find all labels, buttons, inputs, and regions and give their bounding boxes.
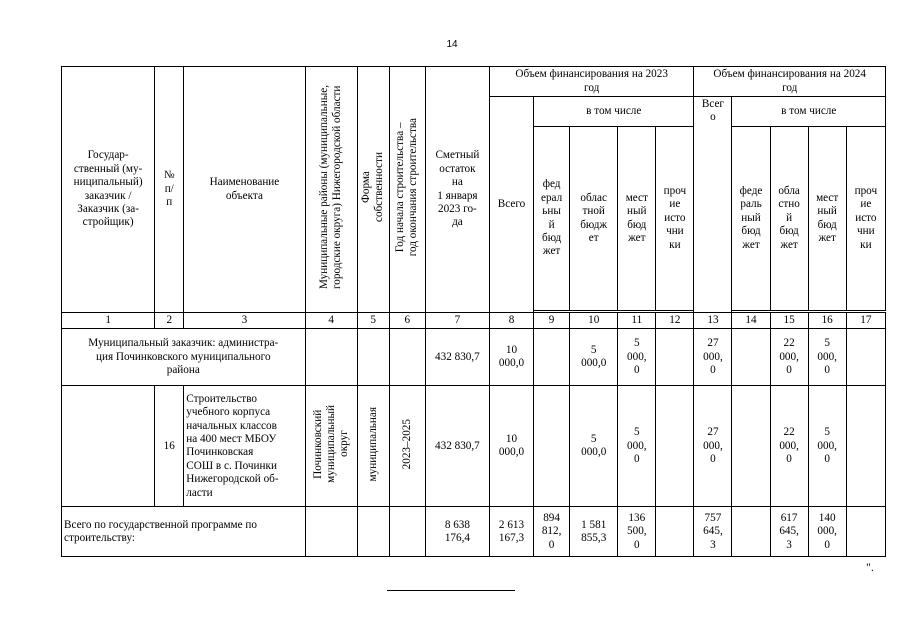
header-estimate: Сметный остаток на 1 января 2023 го- да <box>425 67 489 313</box>
header-years-cell <box>389 67 425 313</box>
col-number: 12 <box>656 313 694 329</box>
header-total-2023: Всего <box>489 97 533 313</box>
object-estimate: 432 830,7 <box>425 386 489 507</box>
page-number: 14 <box>446 39 458 50</box>
empty-cell <box>389 507 425 557</box>
object-regional-2024: 22 000, 0 <box>770 386 808 507</box>
col-number: 16 <box>808 313 846 329</box>
empty-cell <box>534 329 570 386</box>
object-ownership-cell <box>357 386 389 507</box>
empty-cell <box>656 507 694 557</box>
total-regional-2024: 617 645, 3 <box>770 507 808 557</box>
object-ownership: муниципальная <box>366 406 379 482</box>
col-number: 11 <box>618 313 656 329</box>
empty-cell <box>846 329 885 386</box>
construction-program-table <box>61 66 886 557</box>
customer-label: Муниципальный заказчик: администра- ция Починковского муниципального района <box>62 329 306 386</box>
total-federal-2023: 894 812, 0 <box>534 507 570 557</box>
total-total-2024: 757 645, 3 <box>694 507 732 557</box>
total-local-2024: 140 000, 0 <box>808 507 846 557</box>
customer-regional-2023: 5 000,0 <box>570 329 618 386</box>
empty-cell <box>656 386 694 507</box>
header-districts: Муниципальные районы (муниципальные, городские округа) Нижегородской области <box>318 85 344 290</box>
empty-cell <box>389 329 425 386</box>
header-customer: Государ- ственный (му- ниципальный) заказчик / Заказчик (за- стройщик) <box>62 67 155 313</box>
customer-local-2024: 5 000, 0 <box>808 329 846 386</box>
header-federal-2023: фед ерал ьны й бюд жет <box>534 127 570 311</box>
object-total-2024: 27 000, 0 <box>694 386 732 507</box>
footnote-separator <box>387 590 515 591</box>
empty-cell <box>732 507 770 557</box>
header-years: Год начала строительства – год окончания строительства <box>394 118 420 257</box>
col-number: 14 <box>732 313 770 329</box>
object-local-2024: 5 000, 0 <box>808 386 846 507</box>
header-other-2023: проч ие исто чни ки <box>656 127 694 311</box>
total-regional-2023: 1 581 855,3 <box>570 507 618 557</box>
header-local-2023: мест ный бюд жет <box>618 127 656 311</box>
empty-cell <box>732 386 770 507</box>
col-number: 13 <box>694 313 732 329</box>
empty-cell <box>357 329 389 386</box>
empty-cell <box>846 386 885 507</box>
customer-estimate: 432 830,7 <box>425 329 489 386</box>
customer-local-2023: 5 000, 0 <box>618 329 656 386</box>
header-other-2024: проч ие исто чни ки <box>846 127 885 311</box>
header-including-2023: в том числе <box>534 97 694 127</box>
header-local-2024: мест ный бюд жет <box>808 127 846 311</box>
col-number: 1 <box>62 313 155 329</box>
header-funding-2023: Объем финансирования на 2023 год <box>489 67 693 97</box>
col-number: 7 <box>425 313 489 329</box>
header-number: № п/ п <box>155 67 184 313</box>
object-name: Строительство учебного корпуса начальных классов на 400 мест МБОУ Починковская СОШ в с. Починки Нижегородской об- ласти <box>184 386 305 507</box>
col-number: 4 <box>305 313 357 329</box>
object-regional-2023: 5 000,0 <box>570 386 618 507</box>
col-number: 15 <box>770 313 808 329</box>
total-total-2023: 2 613 167,3 <box>489 507 533 557</box>
empty-cell <box>305 507 357 557</box>
customer-regional-2024: 22 000, 0 <box>770 329 808 386</box>
total-row <box>62 507 886 557</box>
object-years: 2023–2025 <box>400 419 413 470</box>
total-local-2023: 136 500, 0 <box>618 507 656 557</box>
empty-cell <box>846 507 885 557</box>
col-number: 10 <box>570 313 618 329</box>
column-number-row <box>62 313 886 329</box>
total-label: Всего по государственной программе по строительству: <box>62 507 306 557</box>
customer-total-2024: 27 000, 0 <box>694 329 732 386</box>
empty-cell <box>357 507 389 557</box>
total-estimate: 8 638 176,4 <box>425 507 489 557</box>
header-ownership: Форма собственности <box>360 152 386 223</box>
col-number: 5 <box>357 313 389 329</box>
col-number: 3 <box>184 313 305 329</box>
header-federal-2024: феде раль ный бюд жет <box>732 127 770 311</box>
col-number: 17 <box>846 313 885 329</box>
col-number: 8 <box>489 313 533 329</box>
header-funding-2024: Объем финансирования на 2024 год <box>694 67 886 97</box>
col-number: 2 <box>155 313 184 329</box>
empty-cell <box>656 329 694 386</box>
customer-row <box>62 329 886 386</box>
empty-cell <box>62 386 155 507</box>
header-total-2024: Всег о <box>694 97 732 313</box>
empty-cell <box>732 329 770 386</box>
header-including-2024: в том числе <box>732 97 886 127</box>
empty-cell <box>305 329 357 386</box>
object-years-cell <box>389 386 425 507</box>
object-district-cell <box>305 386 357 507</box>
object-total-2023: 10 000,0 <box>489 386 533 507</box>
col-number: 6 <box>389 313 425 329</box>
object-local-2023: 5 000, 0 <box>618 386 656 507</box>
closing-quote: ". <box>866 560 874 574</box>
header-regional-2023: облас тной бюдж ет <box>570 127 618 311</box>
object-row <box>62 386 886 507</box>
header-districts-cell <box>305 67 357 313</box>
customer-total-2023: 10 000,0 <box>489 329 533 386</box>
col-number: 9 <box>534 313 570 329</box>
header-regional-2024: обла стно й бюд жет <box>770 127 808 311</box>
object-district: Починковский муниципальный округ <box>311 405 350 484</box>
object-number: 16 <box>155 386 184 507</box>
empty-cell <box>534 386 570 507</box>
header-ownership-cell <box>357 67 389 313</box>
header-object-name: Наименование объекта <box>184 67 305 313</box>
